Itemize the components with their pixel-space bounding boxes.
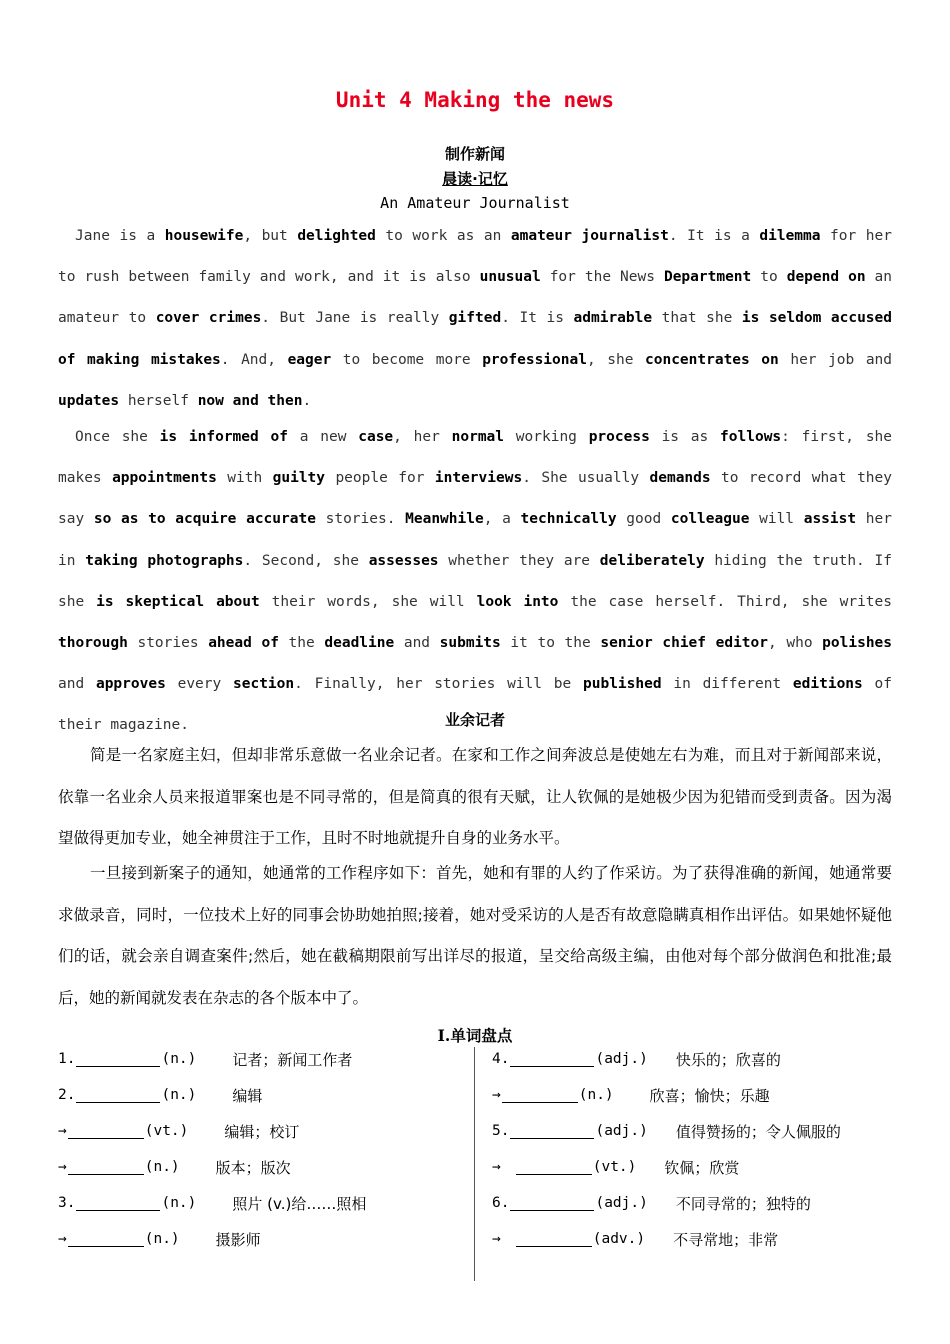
passage-text: . <box>302 392 312 409</box>
passage-text: Jane is a <box>75 228 165 244</box>
passage-text: and <box>58 676 96 693</box>
vocab-word: Department <box>663 269 752 286</box>
answer-blank[interactable] <box>502 1088 578 1103</box>
vocab-word: look into <box>476 593 559 610</box>
passage-text: for her to rush between family and work, and it is also <box>58 228 892 286</box>
item-number: 1. <box>58 1051 76 1067</box>
vocab-word: eager <box>287 351 332 368</box>
chinese-meaning: 不寻常地；非常 <box>673 1230 779 1249</box>
answer-blank[interactable] <box>510 1196 594 1211</box>
vocab-word: deadline <box>324 635 395 652</box>
passage-text: the <box>278 635 325 652</box>
vocab-word: section <box>233 676 295 693</box>
chinese-meaning: 编辑 <box>232 1086 263 1105</box>
vocab-word: housewife <box>164 228 244 244</box>
item-number: → <box>58 1123 67 1139</box>
passage-text: the case herself. Third, she writes <box>558 593 892 610</box>
passage-text: to <box>751 269 787 286</box>
passage-text: to become more <box>331 351 483 368</box>
chinese-meaning: 照片 (v.)给……照相 <box>232 1194 367 1213</box>
vocab-word: unusual <box>479 269 541 286</box>
vocab-heading: I.单词盘点 <box>437 1026 513 1045</box>
translation-paragraph-1: 简是一名家庭主妇，但却非常乐意做一名业余记者。在家和工作之间奔波总是使她左右为难，而且对于新闻部来说，依靠一名业余人员来报道罪案也是不同寻常的，但是简真的很有天赋，让人钦佩的是她极少因为犯错而受到责备。因为渴望做得更加专业，她全神贯注于工作，且时不时地就提升自身的业务水平。 <box>58 746 892 847</box>
vocab-word: editions <box>792 676 863 693</box>
chinese-meaning: 版本；版次 <box>215 1158 291 1177</box>
vocab-word: process <box>588 429 650 445</box>
passage-text: of their magazine. <box>58 676 892 734</box>
vocab-word: deliberately <box>599 552 705 569</box>
passage-text: every <box>165 676 234 693</box>
vocab-word: thorough <box>58 635 128 652</box>
vocab-word: delighted <box>297 228 376 244</box>
vocab-word: is seldom accused of making mistakes <box>58 310 892 368</box>
vocab-word: appointments <box>112 470 217 487</box>
translation-heading: 业余记者 <box>444 711 505 729</box>
passage-text: in different <box>661 676 793 693</box>
vocab-word: amateur journalist <box>510 228 669 244</box>
part-of-speech: (adj.) <box>595 1123 648 1139</box>
passage-text: good <box>616 511 671 528</box>
passage-text: . Finally, her stories will be <box>294 676 583 693</box>
passage-text: people for <box>325 470 435 487</box>
item-number: → <box>58 1159 67 1175</box>
vocab-word: admirable <box>573 310 653 327</box>
item-number: 6. <box>492 1195 510 1211</box>
chinese-meaning: 不同寻常的；独特的 <box>675 1194 811 1213</box>
passage-text: and <box>394 635 440 652</box>
vocab-row <box>58 1185 458 1221</box>
item-number: 2. <box>58 1087 76 1103</box>
vocab-word: professional <box>482 351 587 368</box>
part-of-speech: (vt.) <box>592 1159 637 1175</box>
answer-blank[interactable] <box>76 1196 160 1211</box>
chinese-title: 制作新闻 <box>444 145 505 163</box>
vocab-row <box>58 1077 458 1113</box>
section-label-text: 晨读·记忆 <box>442 170 508 188</box>
passage-text: , she <box>586 351 645 368</box>
passage-text: stories <box>127 635 209 652</box>
vocab-word: assist <box>803 511 857 528</box>
part-of-speech: (adj.) <box>595 1195 648 1211</box>
passage-text: to work as an <box>375 228 511 244</box>
vocab-word: approves <box>95 676 166 693</box>
passage-text: . It is <box>501 310 574 327</box>
chinese-meaning: 编辑；校订 <box>224 1122 300 1141</box>
vocab-word: follows <box>720 429 782 445</box>
chinese-meaning: 快乐的；欣喜的 <box>675 1050 781 1069</box>
part-of-speech: (n.) <box>578 1087 614 1103</box>
passage-text: a new <box>287 429 359 445</box>
passage-text: their words, she will <box>259 593 477 610</box>
passage-title: An Amateur Journalist <box>380 194 570 212</box>
part-of-speech: (n.) <box>161 1087 197 1103</box>
vocab-row <box>58 1221 458 1257</box>
passage-text: hiding the truth. If she <box>58 552 892 610</box>
vocab-column-left <box>58 1041 458 1257</box>
vocab-word: guilty <box>272 470 326 487</box>
answer-blank[interactable] <box>516 1232 592 1247</box>
passage-text: : first, she makes <box>58 429 893 487</box>
vocab-row <box>492 1149 892 1185</box>
answer-blank[interactable] <box>68 1160 144 1175</box>
answer-blank[interactable] <box>510 1124 594 1139</box>
part-of-speech: (adv.) <box>592 1231 646 1247</box>
passage-text: her in <box>58 511 892 569</box>
vocab-word: concentrates on <box>645 351 779 368</box>
chinese-meaning: 值得赞扬的；令人佩服的 <box>675 1122 841 1141</box>
item-number: → <box>492 1231 501 1247</box>
passage-text: . And, <box>220 351 288 368</box>
vocab-word: depend on <box>786 269 866 286</box>
item-number: 5. <box>492 1123 510 1139</box>
part-of-speech: (n.) <box>161 1195 197 1211</box>
answer-blank[interactable] <box>76 1088 160 1103</box>
vocab-word: published <box>583 676 662 693</box>
passage-text: for the News <box>540 269 664 286</box>
vocab-word: cover crimes <box>155 310 262 327</box>
unit-title: Unit 4 Making the news <box>335 88 615 112</box>
vocab-word: polishes <box>822 635 893 652</box>
item-number: → <box>58 1231 67 1247</box>
item-number: 4. <box>492 1051 510 1067</box>
passage-text: working <box>504 429 589 445</box>
vocab-word: is skeptical about <box>96 593 260 610</box>
vocab-row <box>58 1149 458 1185</box>
vocab-word: so as to acquire accurate <box>93 511 316 528</box>
vocab-row <box>492 1113 892 1149</box>
vocab-word: is informed of <box>159 429 288 445</box>
passage-text: stories. <box>315 511 406 528</box>
vocab-word: Meanwhile <box>405 511 484 528</box>
vocab-word: assesses <box>368 552 439 569</box>
chinese-meaning: 摄影师 <box>215 1230 261 1249</box>
vocab-word: senior chief editor <box>600 635 769 652</box>
passage-text: , but <box>243 228 298 244</box>
chinese-meaning: 记者；新闻工作者 <box>232 1050 353 1069</box>
passage-paragraph-1 <box>58 216 892 422</box>
vocab-word: submits <box>439 635 501 652</box>
answer-blank[interactable] <box>68 1232 144 1247</box>
answer-blank[interactable] <box>68 1124 144 1139</box>
vocab-row <box>492 1221 892 1257</box>
vocab-row <box>58 1113 458 1149</box>
passage-paragraph-2 <box>58 417 892 747</box>
answer-blank[interactable] <box>510 1052 594 1067</box>
part-of-speech: (n.) <box>161 1051 197 1067</box>
item-number: → <box>492 1087 501 1103</box>
passage-text: . It is a <box>668 228 760 244</box>
translation-paragraph-2: 一旦接到新案子的通知，她通常的工作程序如下：首先，她和有罪的人约了作采访。为了获得准确的新闻，她通常要求做录音，同时，一位技术上好的同事会协助她拍照;接着，她对受采访的人是否有故意隐瞒真相作出评估。如果她怀疑他们的话，就会亲自调查案件;然后，她在截稿期限前写出详尽的报道，呈交给高级主编，由他对每个部分做润色和批准;最后，她的新闻就发表在杂志的各个版本中了。 <box>58 864 892 1007</box>
passage-text: that she <box>652 310 742 327</box>
vocab-row <box>492 1041 892 1077</box>
passage-text: , who <box>768 635 823 652</box>
passage-text: to record what they say <box>58 470 892 528</box>
vocab-word: normal <box>451 429 505 445</box>
section-label <box>0 168 950 189</box>
passage-text: . Second, she <box>243 552 369 569</box>
chinese-meaning: 欣喜；愉快；乐趣 <box>649 1086 770 1105</box>
vocab-word: case <box>358 429 394 445</box>
vocab-word: dilemma <box>759 228 821 244</box>
vocab-row <box>58 1041 458 1077</box>
passage-text: with <box>216 470 273 487</box>
vocab-word: now and then <box>197 392 303 409</box>
part-of-speech: (vt.) <box>144 1123 189 1139</box>
item-number: 3. <box>58 1195 76 1211</box>
passage-text: , a <box>483 511 521 528</box>
vocab-word: gifted <box>448 310 502 327</box>
vocab-word: colleague <box>670 511 750 528</box>
part-of-speech: (adj.) <box>595 1051 648 1067</box>
part-of-speech: (n.) <box>144 1159 180 1175</box>
answer-blank[interactable] <box>76 1052 160 1067</box>
passage-text: whether they are <box>438 552 600 569</box>
vocab-word: updates <box>58 392 120 409</box>
passage-text: . But Jane is really <box>261 310 449 327</box>
passage-text: an amateur to <box>58 269 892 327</box>
vocab-column-right <box>492 1041 892 1257</box>
item-number: → <box>492 1159 501 1175</box>
chinese-meaning: 钦佩；欣赏 <box>664 1158 740 1177</box>
vocab-word: interviews <box>434 470 523 487</box>
vocab-word: taking photographs <box>85 552 244 569</box>
passage-text: Once she <box>75 429 160 445</box>
column-divider <box>474 1047 475 1281</box>
passage-text: will <box>749 511 804 528</box>
part-of-speech: (n.) <box>144 1231 180 1247</box>
passage-text: , her <box>393 429 452 445</box>
vocab-word: demands <box>649 470 711 487</box>
passage-text: it to the <box>500 635 601 652</box>
answer-blank[interactable] <box>516 1160 592 1175</box>
passage-text: is as <box>649 429 721 445</box>
passage-text: herself <box>119 392 198 409</box>
vocab-word: ahead of <box>208 635 279 652</box>
vocab-row <box>492 1185 892 1221</box>
passage-text: her job and <box>778 351 893 368</box>
passage-text: . She usually <box>522 470 650 487</box>
vocab-row <box>492 1077 892 1113</box>
vocab-word: technically <box>520 511 617 528</box>
